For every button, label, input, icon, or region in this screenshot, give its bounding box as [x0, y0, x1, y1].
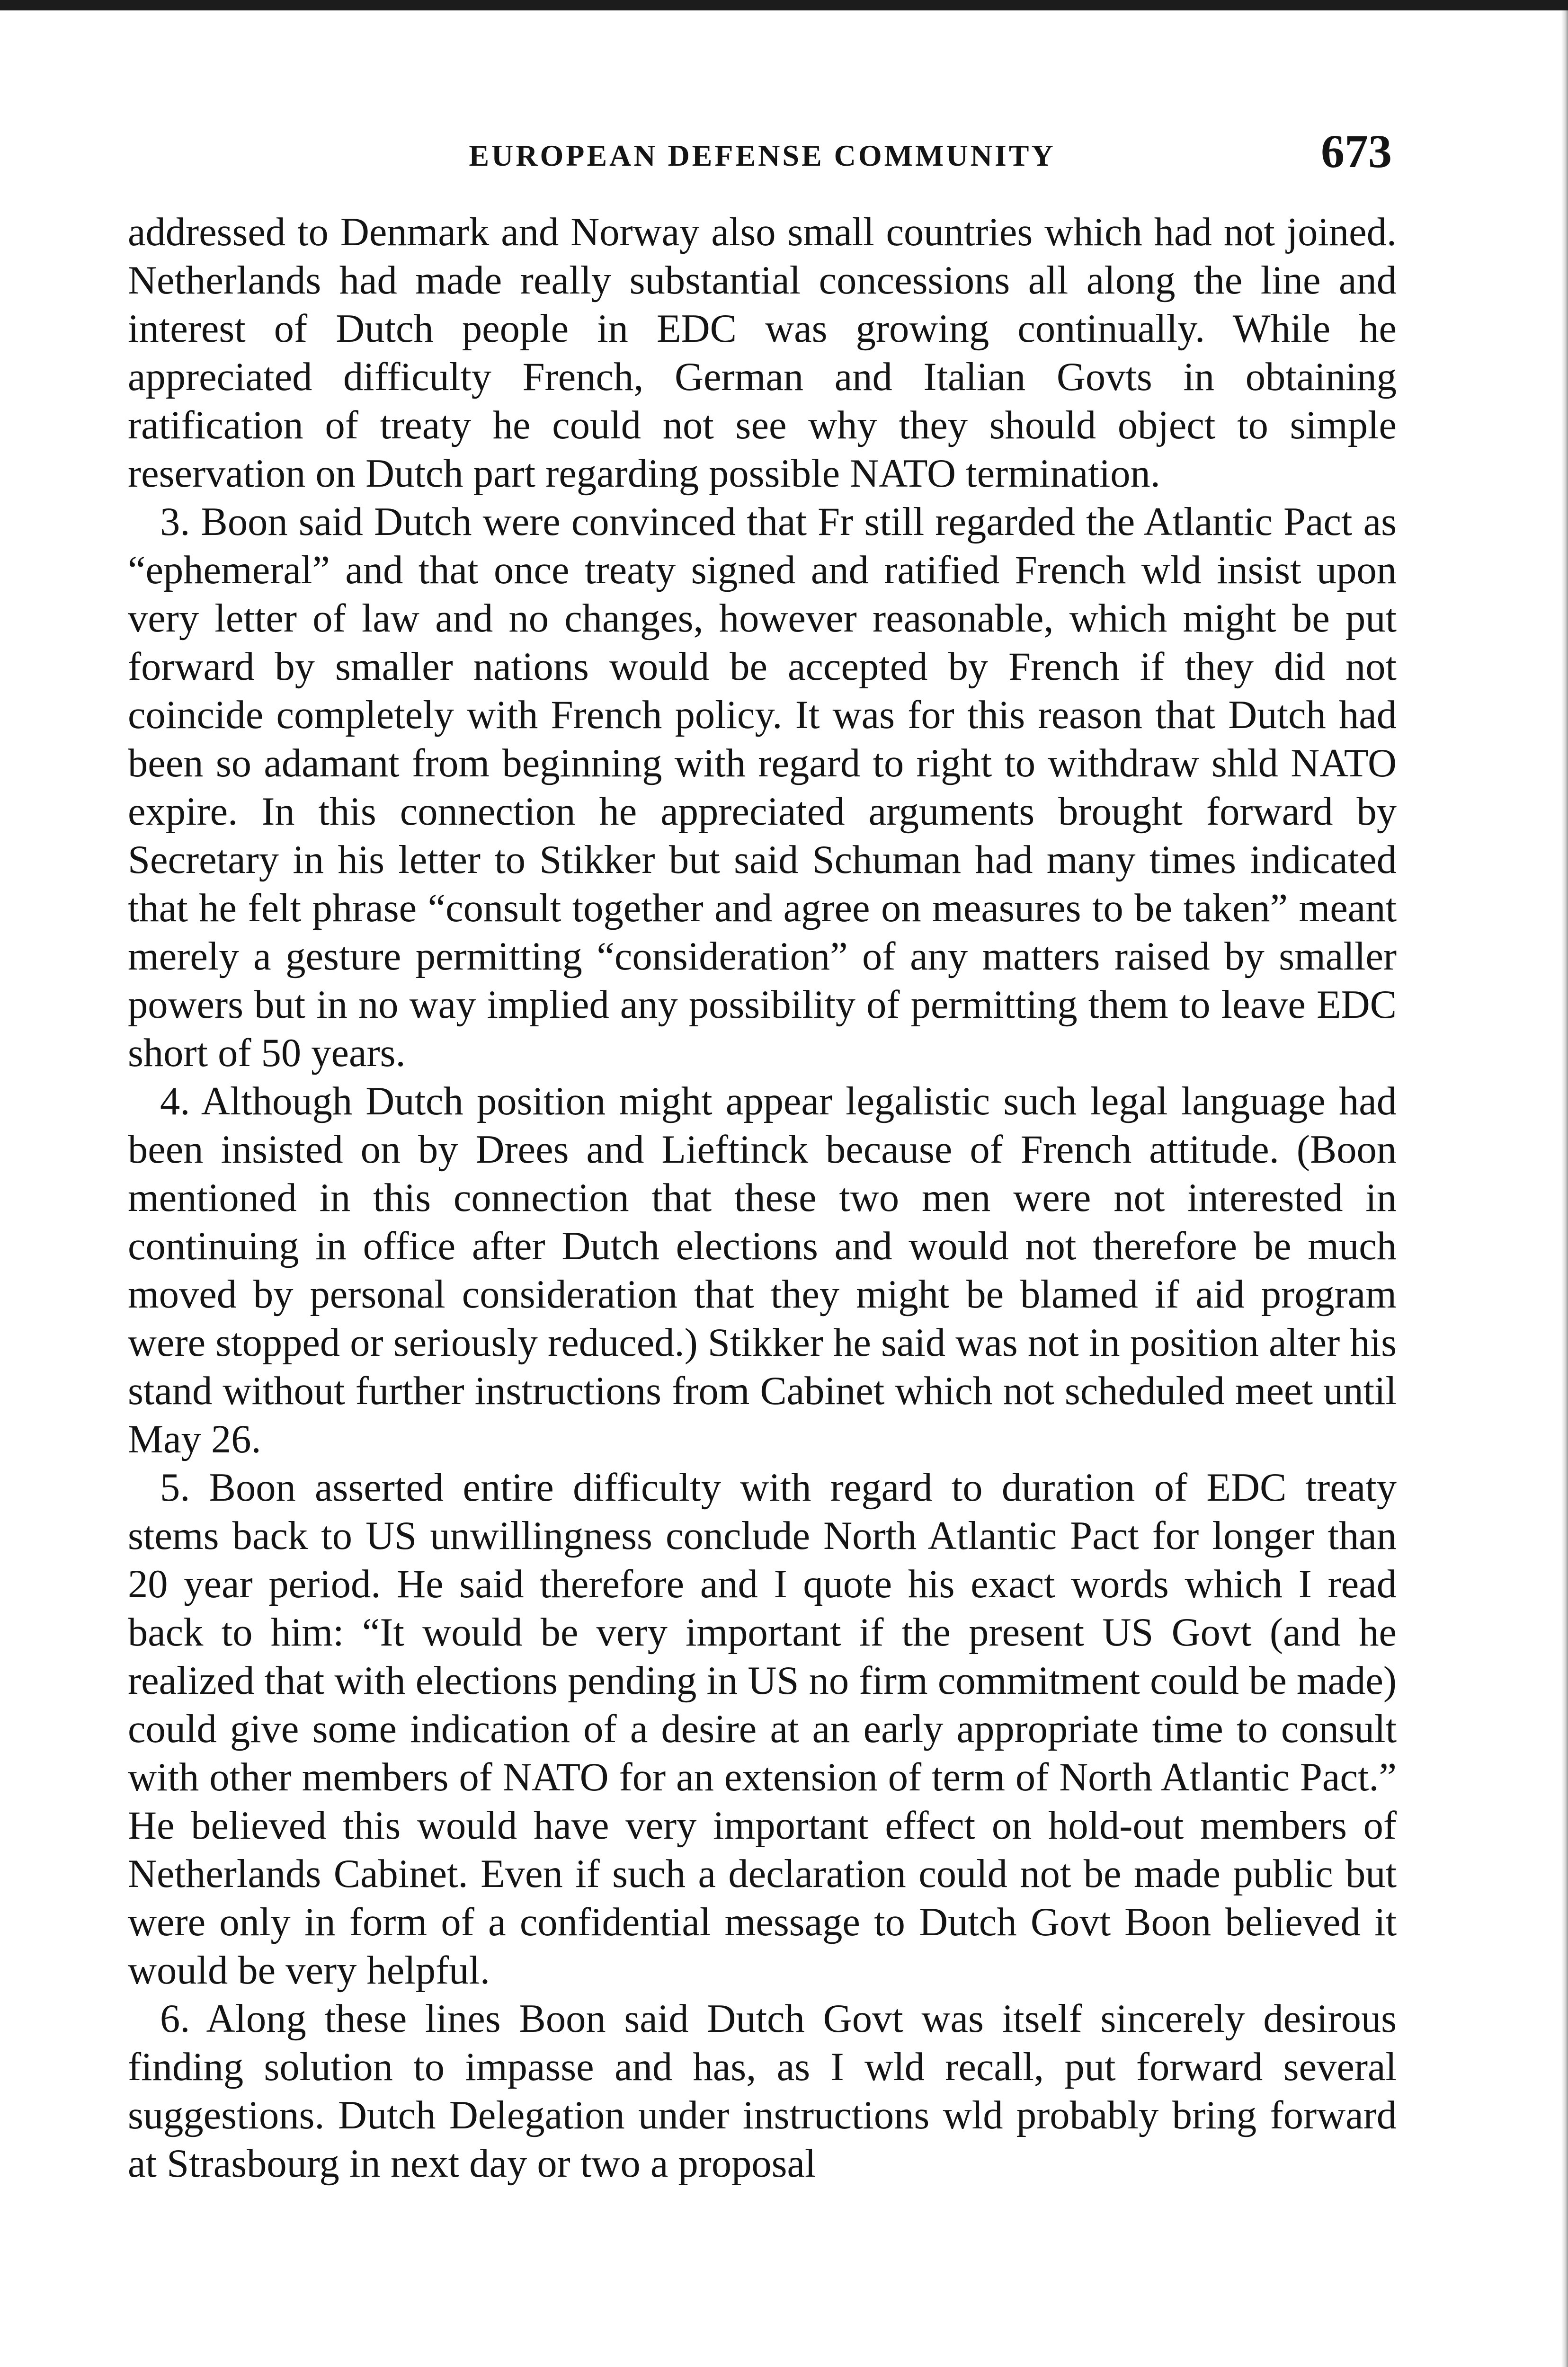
running-header — [128, 124, 1397, 176]
document-page — [128, 0, 1397, 2367]
running-title: EUROPEAN DEFENSE COMMUNITY — [469, 139, 1056, 172]
body-text — [128, 208, 1397, 2188]
page-edge-shadow — [1561, 10, 1568, 2367]
paragraph-4: 4. Although Dutch position might appear legalistic such legal language had been insisted on by Drees and Lieftinck because of French attitude. (Boon mentioned in this connection that these two men were not interested in continuing in office after Dutch elections and would not therefore be much moved by personal consideration that they might be blamed if aid program were stopped or seriously reduced.) Stikker he said was not in position alter his stand without further instructions from Cabinet which not scheduled meet until May 26. — [128, 1079, 1397, 1461]
paragraph-continued: addressed to Denmark and Norway also small countries which had not joined. Netherlands had made really substantial concessions all along the line and interest of Dutch people in EDC was growing continually. While he appreciated difficulty French, German and Italian Govts in obtaining ratification of treaty he could not see why they should object to simple reservation on Dutch part regarding possible NATO termination. — [128, 210, 1397, 496]
page-number: 673 — [1321, 125, 1392, 178]
paragraph-5: 5. Boon asserted entire difficulty with regard to duration of EDC treaty stems back to US unwillingness conclude North Atlantic Pact for longer than 20 year period. He said therefore and I quote his exact words which I read back to him: “It would be very important if the present US Govt (and he realized that with elections pending in US no firm commitment could be made) could give some indication of a desire at an early appropriate time to consult with other members of NATO for an extension of term of North Atlantic Pact.” He believed this would have very important effect on hold-out members of Netherlands Cabinet. Even if such a declaration could not be made public but were only in form of a confidential message to Dutch Govt Boon believed it would be very helpful. — [128, 1466, 1397, 1993]
paragraph-6: 6. Along these lines Boon said Dutch Govt was itself sincerely desirous finding solution to impasse and has, as I wld recall, put forward several suggestions. Dutch Delegation under instructions wld probably bring forward at Strasbourg in next day or two a proposal — [128, 1997, 1397, 2186]
paragraph-3: 3. Boon said Dutch were convinced that Fr still regarded the Atlantic Pact as “ephemeral” and that once treaty signed and ratified French wld insist upon very letter of law and no changes, however reasonable, which might be put forward by smaller nations would be accepted by French if they did not coincide completely with French policy. It was for this reason that Dutch had been so adamant from beginning with regard to right to withdraw shld NATO expire. In this connection he appreciated arguments brought forward by Secretary in his letter to Stikker but said Schuman had many times indicated that he felt phrase “consult together and agree on measures to be taken” meant merely a gesture permitting “consideration” of any matters raised by smaller powers but in no way implied any possibility of permitting them to leave EDC short of 50 years. — [128, 500, 1397, 1075]
